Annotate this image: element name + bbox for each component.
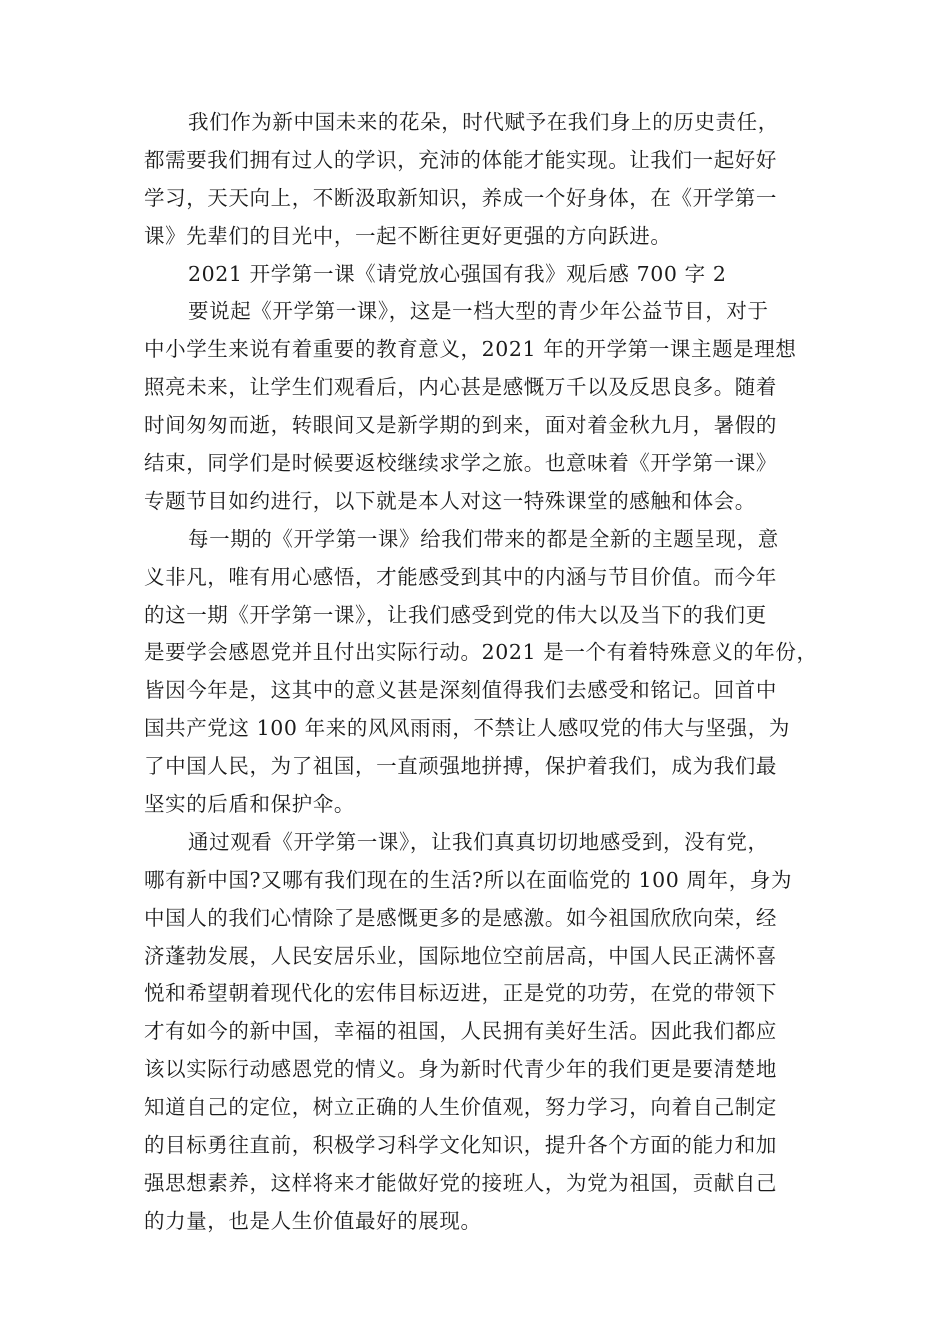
text-line: 照亮未来，让学生们观看后，内心甚是感慨万千以及反思良多。随着 (144, 375, 777, 400)
text-line: 课》先辈们的目光中，一起不断往更好更强的方向跃进。 (144, 223, 672, 248)
text-line: 哪有新中国?又哪有我们现在的生活?所以在面临党的 100 周年，身为 (144, 867, 793, 892)
text-line: 才有如今的新中国，幸福的祖国，人民拥有美好生活。因此我们都应 (144, 1019, 777, 1044)
text-line: 的目标勇往直前，积极学习科学文化知识，提升各个方面的能力和加 (144, 1133, 777, 1158)
text-line: 强思想素养，这样将来才能做好党的接班人，为党为祖国，贡献自己 (144, 1170, 777, 1195)
paragraph-4 (144, 824, 810, 1241)
text-line: 皆因今年是，这其中的意义甚是深刻值得我们去感受和铭记。回首中 (144, 678, 777, 703)
text-line: 每一期的《开学第一课》给我们带来的都是全新的主题呈现，意 (188, 526, 779, 551)
text-line: 悦和希望朝着现代化的宏伟目标迈进，正是党的功劳，在党的带领下 (144, 981, 777, 1006)
text-line: 结束，同学们是时候要返校继续求学之旅。也意味着《开学第一课》 (144, 451, 777, 476)
text-line: 中国人的我们心情除了是感慨更多的是感激。如今祖国欣欣向荣，经 (144, 905, 777, 930)
text-line: 学习，天天向上，不断汲取新知识，养成一个好身体，在《开学第一 (144, 185, 777, 210)
text-line: 该以实际行动感恩党的情义。身为新时代青少年的我们更是要清楚地 (144, 1057, 777, 1082)
document-body (144, 104, 818, 1241)
paragraph-3 (144, 521, 818, 824)
text-line: 知道自己的定位，树立正确的人生价值观，努力学习，向着自己制定 (144, 1095, 777, 1120)
text-line: 国共产党这 100 年来的风风雨雨，不禁让人感叹党的伟大与坚强，为 (144, 716, 790, 741)
text-line: 我们作为新中国未来的花朵，时代赋予在我们身上的历史责任， (188, 110, 779, 134)
paragraph-2 (144, 293, 810, 520)
text-line: 是要学会感恩党并且付出实际行动。2021 是一个有着特殊意义的年份， (144, 640, 818, 665)
text-line: 坚实的后盾和保护伞。 (144, 792, 355, 817)
text-line: 义非凡，唯有用心感悟，才能感受到其中的内涵与节目价值。而今年 (144, 564, 777, 589)
text-line: 济蓬勃发展，人民安居乐业，国际地位空前居高，中国人民正满怀喜 (144, 943, 777, 968)
paragraph-1 (144, 104, 810, 256)
text-line: 专题节目如约进行，以下就是本人对这一特殊课堂的感触和体会。 (144, 488, 756, 513)
section-title-text: 2021 开学第一课《请党放心强国有我》观后感 700 字 2 (188, 261, 727, 286)
text-line: 的力量，也是人生价值最好的展现。 (144, 1208, 482, 1233)
text-line: 的这一期《开学第一课》，让我们感受到党的伟大以及当下的我们更 (144, 602, 767, 627)
section-title (144, 256, 810, 294)
text-line: 中小学生来说有着重要的教育意义，2021 年的开学第一课主题是理想 (144, 337, 797, 362)
text-line: 时间匆匆而逝，转眼间又是新学期的到来，面对着金秋九月，暑假的 (144, 413, 777, 438)
text-line: 都需要我们拥有过人的学识，充沛的体能才能实现。让我们一起好好 (144, 147, 777, 172)
text-line: 通过观看《开学第一课》，让我们真真切切地感受到，没有党， (188, 829, 769, 854)
text-line: 要说起《开学第一课》，这是一档大型的青少年公益节目，对于 (188, 299, 769, 324)
text-line: 了中国人民，为了祖国，一直顽强地拼搏，保护着我们，成为我们最 (144, 754, 777, 779)
